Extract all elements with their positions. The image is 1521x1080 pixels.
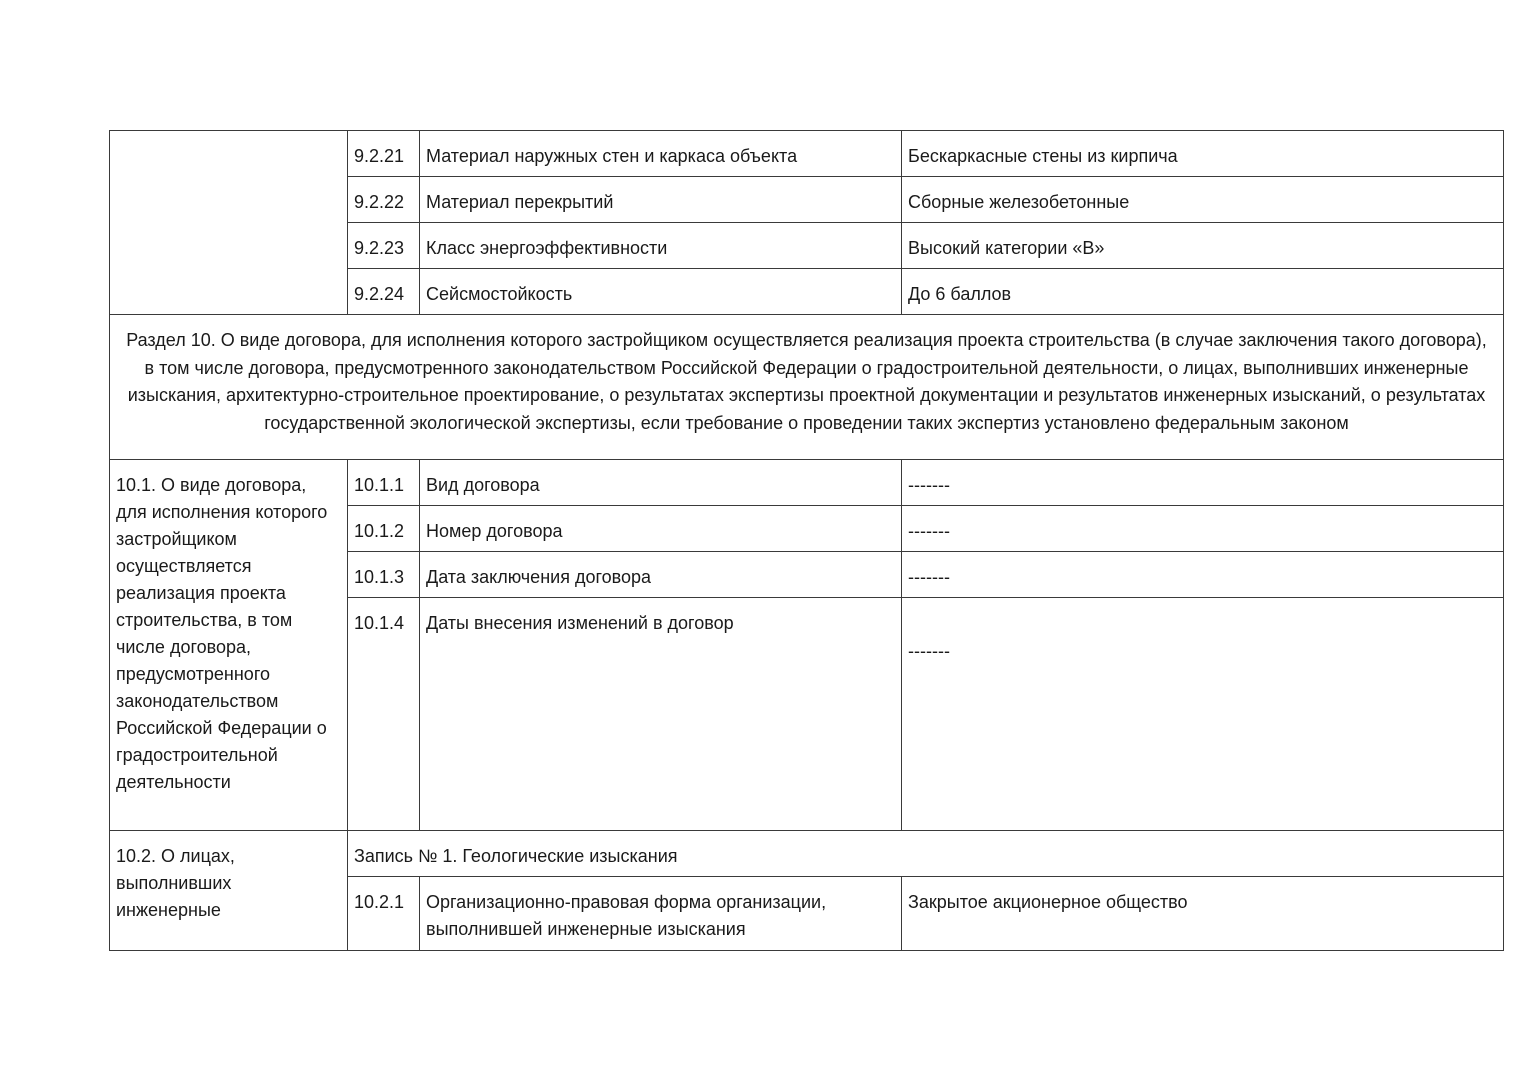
row-value: -------: [902, 506, 1504, 552]
row-name: Вид договора: [420, 460, 902, 506]
declaration-table: [109, 130, 1504, 951]
row-number: 10.1.1: [348, 460, 420, 506]
row-name: Сейсмостойкость: [420, 269, 902, 315]
empty-group-cell: [110, 131, 348, 315]
row-value: Бескаркасные стены из кирпича: [902, 131, 1504, 177]
table-row: [110, 460, 1504, 506]
row-value: -------: [902, 552, 1504, 598]
section-10-title: Раздел 10. О виде договора, для исполнения которого застройщиком осуществляется реализация проекта строительства (в случае заключения такого договора), в том числе договора, предусмотренного законодательством Российской Федерации о градостроительной деятельности, о лицах, выполнивших инженерные изыскания, архитектурно-строительное проектирование, о результатах экспертизы проектной документации и результатов инженерных изысканий, о результатах государственной экологической экспертизы, если требование о проведении таких экспертиз установлено федеральным законом: [110, 315, 1504, 460]
record-title: Запись № 1. Геологические изыскания: [348, 831, 1504, 877]
row-name: Даты внесения изменений в договор: [420, 598, 902, 831]
row-number: 9.2.22: [348, 177, 420, 223]
table-row: [110, 131, 1504, 177]
row-name: Материал перекрытий: [420, 177, 902, 223]
row-value: -------: [902, 598, 1504, 831]
row-number: 9.2.23: [348, 223, 420, 269]
row-value: Высокий категории «В»: [902, 223, 1504, 269]
section-heading-row: [110, 315, 1504, 460]
row-number: 9.2.24: [348, 269, 420, 315]
row-number: 10.1.4: [348, 598, 420, 831]
row-value: Сборные железобетонные: [902, 177, 1504, 223]
row-number: 10.2.1: [348, 877, 420, 951]
row-name: Организационно-правовая форма организации, выполнившей инженерные изыскания: [420, 877, 902, 951]
row-name: Класс энергоэффективности: [420, 223, 902, 269]
row-name: Номер договора: [420, 506, 902, 552]
group-10-1-label: 10.1. О виде договора, для исполнения которого застройщиком осуществляется реализация проекта строительства, в том числе договора, предусмотренного законодательством Российской Федерации о градостроительной деятельности: [110, 460, 348, 831]
row-name: Материал наружных стен и каркаса объекта: [420, 131, 902, 177]
row-name: Дата заключения договора: [420, 552, 902, 598]
row-value: Закрытое акционерное общество: [902, 877, 1504, 951]
table-row: [110, 831, 1504, 877]
row-value: До 6 баллов: [902, 269, 1504, 315]
row-number: 10.1.2: [348, 506, 420, 552]
group-10-2-label: 10.2. О лицах, выполнивших инженерные: [110, 831, 348, 951]
row-number: 9.2.21: [348, 131, 420, 177]
row-number: 10.1.3: [348, 552, 420, 598]
row-value: -------: [902, 460, 1504, 506]
